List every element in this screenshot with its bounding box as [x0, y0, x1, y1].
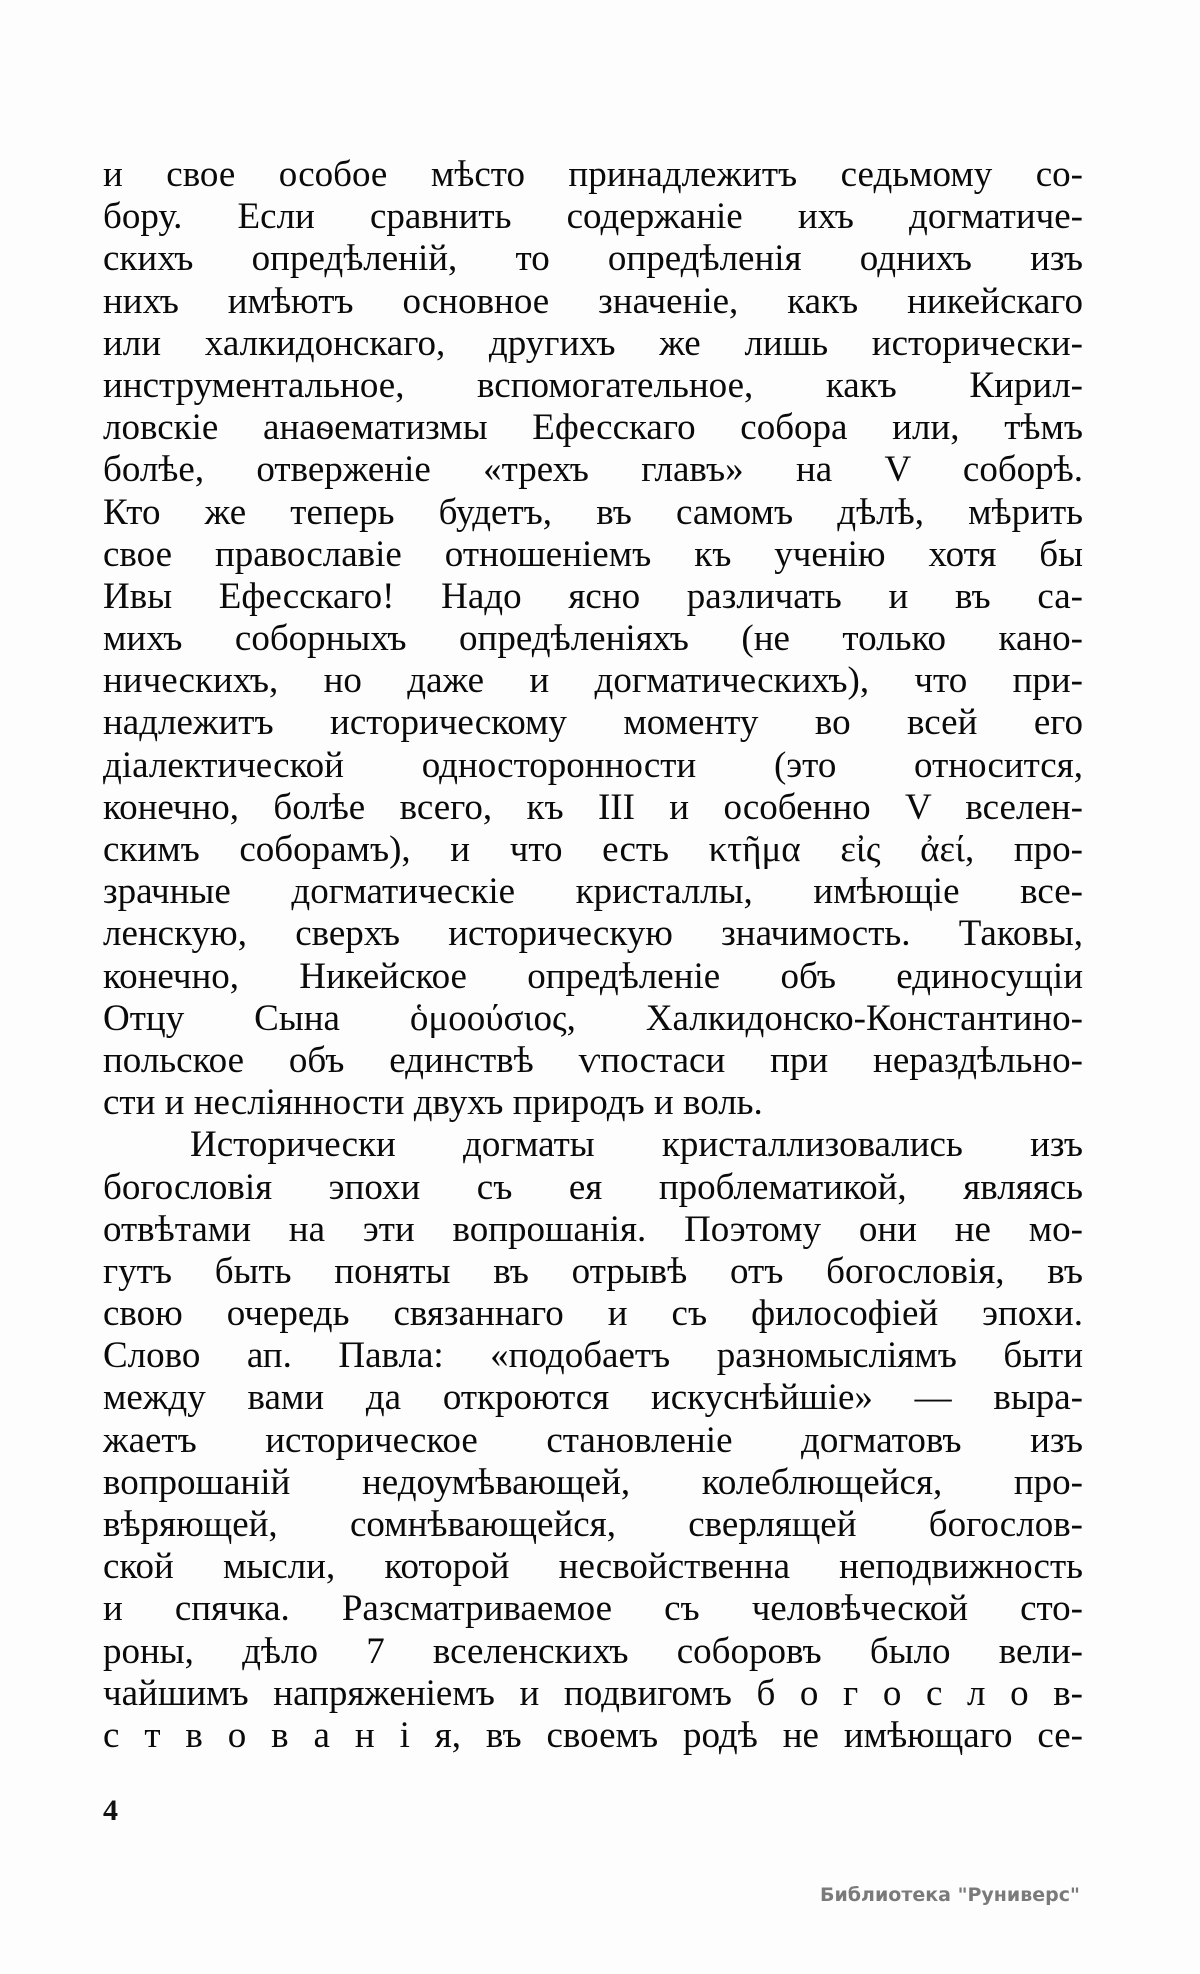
text-line: скимъ соборамъ), и что есть κτῆμα εἰς ἀεί, про- [103, 829, 1083, 870]
text-line: діалектической односторонности (это относится, [103, 744, 1083, 786]
text-line: отвѣтами на эти вопрошанія. Поэтому они не мо- [103, 1208, 1083, 1250]
text-line: михъ соборныхъ опредѣленіяхъ (не только кано- [103, 618, 1083, 660]
text-line: ской мысли, которой несвойственна неподвижность [103, 1546, 1083, 1588]
text-line: и спячка. Разсматриваемое съ человѣческой сто- [103, 1588, 1083, 1630]
text-line: и свое особое мѣсто принадлежитъ седьмому со- [103, 154, 1083, 195]
text-line: польское объ единствѣ ѵпостаси при нераздѣльно- [103, 1039, 1083, 1081]
library-watermark: Библиотека "Руниверс" [820, 1884, 1080, 1906]
text-line: с т в о в а н і я, въ своемъ родѣ не имѣющаго се- [103, 1714, 1083, 1756]
text-line: чайшимъ напряженіемъ и подвигомъ б о г о с л о в- [103, 1672, 1083, 1714]
text-line: свое православіе отношеніемъ къ ученію хотя бы [103, 533, 1083, 575]
text-line: Отцу Сына ὁμοούσιος, Халкидонско-Константино- [103, 997, 1083, 1039]
page-number: 4 [103, 1794, 118, 1827]
text-line: между вами да откроются искуснѣйшіе» — выра- [103, 1377, 1083, 1419]
text-line: надлежитъ историческому моменту во всей его [103, 702, 1083, 744]
text-line: ловскіе анаѳематизмы Ефесскаго собора или, тѣмъ [103, 407, 1083, 449]
text-line: ленскую, сверхъ историческую значимость. Таковы, [103, 913, 1083, 955]
text-line: свою очередь связаннаго и съ философіей эпохи. [103, 1293, 1083, 1335]
text-line: роны, дѣло 7 вселенскихъ соборовъ было вели- [103, 1630, 1083, 1672]
text-line: Кто же теперь будетъ, въ самомъ дѣлѣ, мѣрить [103, 491, 1083, 533]
text-line: жаетъ историческое становленіе догматовъ изъ [103, 1419, 1083, 1461]
text-line: бору. Если сравнить содержаніе ихъ догматиче- [103, 196, 1083, 238]
text-line: конечно, Никейское опредѣленіе объ единосущіи [103, 955, 1083, 997]
text-line: конечно, болѣе всего, къ III и особенно V вселен- [103, 786, 1083, 828]
text-line: инструментальное, вспомогательное, какъ Кирил- [103, 364, 1083, 406]
text-line: болѣе, отверженіе «трехъ главъ» на V соборѣ. [103, 449, 1083, 491]
text-line: или халкидонскаго, другихъ же лишь исторически- [103, 322, 1083, 364]
text-line: сти и неслiянности двухъ природъ и воль. [103, 1082, 763, 1124]
text-line: Ивы Ефесскаго! Надо ясно различать и въ са- [103, 575, 1083, 617]
paragraph [103, 154, 1083, 1124]
text-line: зрачные догматическіе кристаллы, имѣющіе все- [103, 871, 1083, 913]
text-line: нихъ имѣютъ основное значеніе, какъ никейскаго [103, 280, 1083, 322]
text-line: скихъ опредѣленій, то опредѣленія однихъ изъ [103, 238, 1083, 280]
text-line: ническихъ, но даже и догматическихъ), что при- [103, 660, 1083, 702]
text-line: гутъ быть поняты въ отрывѣ отъ богословія, въ [103, 1250, 1083, 1292]
text-line: богословія эпохи съ ея проблематикой, являясь [103, 1166, 1083, 1208]
page-body-text [103, 154, 1083, 1757]
text-line: вѣряющей, сомнѣвающейся, сверлящей богослов- [103, 1504, 1083, 1545]
text-line: Исторически догматы кристаллизовались изъ [190, 1124, 1083, 1166]
paragraph [103, 1124, 1083, 1757]
text-line: Слово ап. Павла: «подобаетъ разномысліямъ быти [103, 1335, 1083, 1377]
text-line: вопрошаній недоумѣвающей, колеблющейся, про- [103, 1461, 1083, 1503]
